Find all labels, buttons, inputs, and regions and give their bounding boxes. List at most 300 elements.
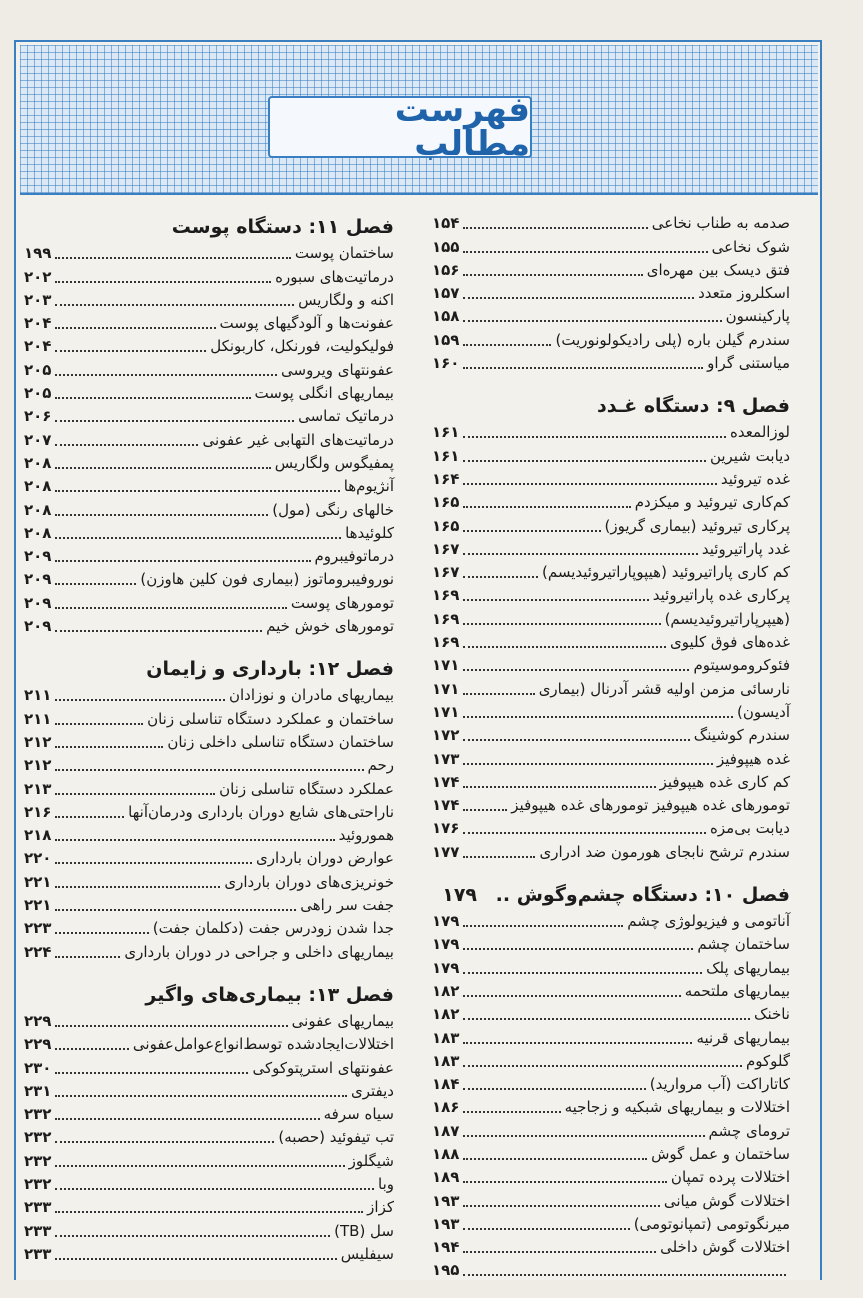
toc-entry <box>24 522 394 545</box>
toc-entry-title: میاستنی گراو <box>707 354 790 373</box>
dot-leader <box>463 320 721 322</box>
toc-entry-title: تومورهای خوش خیم <box>266 617 394 636</box>
toc-entry-title: دیابت بی‌مزه <box>710 819 790 838</box>
toc-entry-page: ۱۶۹ <box>432 633 460 652</box>
toc-entry <box>432 235 790 258</box>
toc-entry-page: ۱۹۴ <box>432 1238 460 1257</box>
toc-entry-page: ۱۵۶ <box>432 260 460 279</box>
dot-leader <box>55 490 339 492</box>
dot-leader <box>55 1188 374 1190</box>
toc-entry-page: ۱۹۳ <box>432 1214 460 1233</box>
toc-entry-page: ۱۶۱ <box>432 423 460 442</box>
toc-entry-page: ۲۱۲ <box>24 732 52 751</box>
toc-section-chapter-9 <box>432 391 790 864</box>
toc-entry <box>432 701 790 724</box>
toc-entry-page: ۱۶۴ <box>432 469 460 488</box>
toc-entry <box>24 754 394 777</box>
toc-entry-title: میرنگوتومی (تمپانوتومی) <box>633 1214 790 1233</box>
toc-entry-title: ترومای چشم <box>708 1121 790 1140</box>
toc-entry-page: ۲۱۶ <box>24 802 52 821</box>
toc-entry-title: ناخنک <box>754 1005 790 1024</box>
toc-entry <box>432 352 790 375</box>
toc-entry-title: تب تیفوئید (حصبه) <box>278 1128 394 1147</box>
toc-entry-page: ۱۵۴ <box>432 214 460 233</box>
chapter-title: فصل ۱۱: دستگاه پوست <box>171 216 394 238</box>
toc-entry-title: کم کاری غده هیپوفیز <box>659 772 790 791</box>
toc-entry-title: ساختمان و عملکرد دستگاه تناسلی زنان <box>147 709 394 728</box>
dot-leader <box>463 739 689 741</box>
toc-entry <box>432 724 790 747</box>
toc-entry <box>24 289 394 312</box>
toc-entry-page: ۱۷۳ <box>432 749 460 768</box>
toc-entry-title: آنژیوم‌ها <box>343 477 394 496</box>
dot-leader <box>463 1251 656 1253</box>
dot-leader <box>463 506 630 508</box>
toc-entry-title: اختلالات‌ایجادشده توسط‌انواع‌عوامل‌عفونی <box>132 1035 394 1054</box>
toc-section-chapter-11 <box>24 212 394 638</box>
toc-entry <box>24 452 394 475</box>
dot-leader <box>55 1048 128 1050</box>
dot-leader <box>463 367 703 369</box>
toc-entry-title: اکنه و ولگاریس <box>298 290 394 309</box>
toc-entry-title: سندرم گیلن باره (پلی رادیکولونوریت) <box>555 330 790 349</box>
toc-section-continued <box>432 212 790 375</box>
dot-leader <box>463 763 713 765</box>
dot-leader <box>463 1042 692 1044</box>
toc-entry-page: ۱۷۱ <box>432 679 460 698</box>
dot-leader <box>463 483 716 485</box>
toc-column-right <box>432 212 790 1298</box>
toc-entry-page: ۲۳۱ <box>24 1081 52 1100</box>
toc-entry-title: سیاه سرفه <box>323 1105 394 1124</box>
dot-leader <box>55 1095 347 1097</box>
dot-leader <box>463 786 655 788</box>
dot-leader <box>55 514 268 516</box>
toc-entry-title: فئوکروموسیتوم <box>693 656 790 675</box>
toc-entry-title: عفونتهای ویروسی <box>281 360 394 379</box>
dot-leader <box>55 560 310 562</box>
toc-entry-page: ۲۲۴ <box>24 942 52 961</box>
toc-entry-title: لوزالمعده <box>730 423 790 442</box>
toc-entry <box>24 777 394 800</box>
toc-entry <box>432 817 790 840</box>
toc-entry-page: ۲۰۴ <box>24 314 52 333</box>
toc-entry <box>24 312 394 335</box>
toc-entry-title: کزاز <box>367 1198 394 1217</box>
dot-leader <box>55 769 363 771</box>
toc-entry <box>432 421 790 444</box>
toc-entry-title: جدا شدن زودرس جفت (دکلمان جفت) <box>152 919 394 938</box>
toc-entry-page: ۱۹۹ <box>24 244 52 263</box>
toc-entry <box>24 335 394 358</box>
toc-entry <box>432 1166 790 1189</box>
toc-entry-title: اختلالات گوش میانی <box>663 1191 790 1210</box>
toc-entry-page: ۲۰۹ <box>24 617 52 636</box>
toc-entry-title: درماتوفیبروم <box>314 547 394 566</box>
dot-leader <box>463 530 600 532</box>
toc-section-chapter-10 <box>432 880 790 1283</box>
toc-entry-page: ۲۲۱ <box>24 872 52 891</box>
chapter-title-text: فصل ۱۰: دستگاه چشم‌وگوش <box>516 883 790 906</box>
chapter-title-page: ۱۷۹ <box>442 883 478 906</box>
toc-entry-page: ۲۰۴ <box>24 337 52 356</box>
dot-leader <box>55 1165 344 1167</box>
dot-leader <box>55 281 271 283</box>
toc-entry-page: ۱۵۸ <box>432 307 460 326</box>
toc-entry <box>432 771 790 794</box>
toc-entry-page: ۱۶۷ <box>432 563 460 582</box>
toc-entry-page: ۲۱۳ <box>24 779 52 798</box>
toc-entry-title: فولیکولیت، فورنکل، کاربونکل <box>210 337 394 356</box>
toc-entry-page: ۱۷۹ <box>432 912 460 931</box>
toc-entry <box>24 428 394 451</box>
toc-entry-title: پمفیگوس ولگاریس <box>274 453 394 472</box>
toc-entry-title: بیماریهای قرنیه <box>696 1028 790 1047</box>
chapter-title: فصل ۹: دستگاه غـدد <box>597 395 790 418</box>
toc-entry-title: گلوکوم <box>745 1051 790 1070</box>
toc-entry-title: دیابت شیرین <box>709 446 790 465</box>
toc-entry <box>432 328 790 351</box>
toc-entry <box>24 1196 394 1219</box>
toc-entry <box>24 498 394 521</box>
dot-leader <box>463 1135 704 1137</box>
toc-entry <box>432 584 790 607</box>
dot-leader <box>55 1258 336 1260</box>
toc-entry-title: آدیسون) <box>736 702 790 721</box>
toc-entry-page: ۱۸۷ <box>432 1121 460 1140</box>
toc-entry-page: ۲۰۸ <box>24 523 52 542</box>
dot-leader <box>55 932 148 934</box>
dot-leader <box>55 583 136 585</box>
dot-leader <box>55 607 286 609</box>
toc-entry <box>24 1010 394 1033</box>
toc-entry-page: ۲۰۷ <box>24 430 52 449</box>
toc-entry <box>432 444 790 467</box>
toc-entry-title: خونریزی‌های دوران بارداری <box>224 872 394 891</box>
toc-entry-title: نارسائی مزمن اولیه قشر آدرنال (بیماری <box>538 679 790 698</box>
toc-entry <box>24 870 394 893</box>
toc-entry <box>432 1119 790 1142</box>
dot-leader <box>55 793 215 795</box>
toc-entry-title: کم‌کاری تیروئید و میکزدم <box>634 493 790 512</box>
toc-entry <box>432 654 790 677</box>
toc-entry-page: ۲۰۶ <box>24 407 52 426</box>
toc-entry-page: ۲۲۹ <box>24 1035 52 1054</box>
toc-entry <box>24 707 394 730</box>
toc-entry <box>24 265 394 288</box>
toc-entry-page: ۲۰۵ <box>24 360 52 379</box>
dot-leader <box>55 327 215 329</box>
toc-entry-page: ۲۱۱ <box>24 709 52 728</box>
toc-entry-page: ۱۷۱ <box>432 656 460 675</box>
toc-entry-page: ۲۰۸ <box>24 477 52 496</box>
toc-entry <box>432 933 790 956</box>
toc-entry-title: کلوئیدها <box>345 523 394 542</box>
toc-entry-title: کاتاراکت (آب مروارید) <box>649 1075 790 1094</box>
toc-entry-title: ساختمان پوست <box>294 244 394 263</box>
dot-leader <box>55 1235 330 1237</box>
toc-entry <box>24 568 394 591</box>
dot-leader <box>463 1088 645 1090</box>
dot-leader <box>463 1205 659 1207</box>
toc-entry <box>432 514 790 537</box>
toc-entry-page: ۱۸۶ <box>432 1098 460 1117</box>
toc-entry-page: ۲۰۹ <box>24 570 52 589</box>
dot-leader <box>55 420 294 422</box>
toc-entry-title: جفت سر راهی <box>300 896 394 915</box>
toc-entry-page: ۱۶۵ <box>432 516 460 535</box>
toc-entry <box>432 794 790 817</box>
dot-leader <box>55 723 143 725</box>
toc-entry-title: دیفتری <box>351 1081 394 1100</box>
toc-entry <box>432 1143 790 1166</box>
toc-entry-title: غده هیپوفیز <box>716 749 790 768</box>
dot-leader <box>463 856 535 858</box>
dot-leader <box>463 1274 786 1276</box>
dot-leader <box>463 576 538 578</box>
toc-entry-page: ۱۸۲ <box>432 981 460 1000</box>
toc-entry <box>24 1219 394 1242</box>
toc-entry <box>24 475 394 498</box>
dot-leader <box>463 436 726 438</box>
toc-entry-page: ۱۸۲ <box>432 1005 460 1024</box>
toc-entry-page: ۲۰۹ <box>24 593 52 612</box>
dot-leader <box>463 623 660 625</box>
toc-entry-title: بیماریهای پلک <box>706 958 790 977</box>
toc-entry <box>432 677 790 700</box>
toc-section-chapter-12 <box>24 654 394 964</box>
toc-entry <box>432 1189 790 1212</box>
toc-entry-page: ۲۰۸ <box>24 453 52 472</box>
toc-entry-title: ساختمان دستگاه تناسلی داخلی زنان <box>167 732 394 751</box>
toc-entry <box>24 1149 394 1172</box>
toc-entry-title: عملکرد دستگاه تناسلی زنان <box>219 779 394 798</box>
toc-entry <box>432 840 790 863</box>
toc-entry-page: ۱۷۱ <box>432 702 460 721</box>
toc-entry-page: ۱۸۳ <box>432 1028 460 1047</box>
toc-entry-title: بیماریهای انگلی پوست <box>254 384 394 403</box>
dot-leader <box>55 699 224 701</box>
toc-entry-page: ۲۱۱ <box>24 686 52 705</box>
toc-entry <box>24 405 394 428</box>
dot-leader <box>463 1228 629 1230</box>
toc-entry-title: پرکاری غده پاراتیروئید <box>652 586 790 605</box>
toc-entry-title: سندرم ترشح نابجای هورمون ضد ادراری <box>539 842 790 861</box>
toc-entry-page: ۱۶۵ <box>432 493 460 512</box>
toc-entry <box>432 259 790 282</box>
toc-entry <box>24 731 394 754</box>
toc-entry-page: ۱۷۴ <box>432 772 460 791</box>
toc-entry-title: صدمه به طناب نخاعی <box>651 214 790 233</box>
toc-entry <box>432 491 790 514</box>
dot-leader <box>463 972 702 974</box>
chapter-title: فصل ۱۲: بارداری و زایمان <box>146 658 394 681</box>
toc-entry-page: ۱۷۶ <box>432 819 460 838</box>
toc-entry-page: ۱۶۱ <box>432 446 460 465</box>
toc-entry-title: وبا <box>378 1174 394 1193</box>
dot-leader <box>463 925 623 927</box>
dot-leader <box>55 1141 274 1143</box>
toc-entry-page: ۱۶۹ <box>432 609 460 628</box>
toc-entry-page: ۲۲۱ <box>24 896 52 915</box>
dot-leader <box>55 467 270 469</box>
dot-leader <box>463 599 648 601</box>
toc-entry <box>432 561 790 584</box>
toc-entry <box>432 1236 790 1259</box>
toc-entry-title: عفونتهای استرپتوکوکی <box>252 1058 394 1077</box>
toc-entry-title: درماتیک تماسی <box>298 407 394 426</box>
toc-entry <box>432 1003 790 1026</box>
toc-entry-title: آناتومی و فیزیولوژی چشم <box>627 912 790 931</box>
toc-entry <box>24 684 394 707</box>
dot-leader <box>55 397 250 399</box>
toc-entry-page: ۱۷۴ <box>432 796 460 815</box>
toc-entry-title: اختلالات گوش داخلی <box>660 1238 790 1257</box>
toc-entry-page: ۲۰۳ <box>24 290 52 309</box>
dot-leader <box>463 1065 741 1067</box>
chapter-title: فصل ۱۳: بیماری‌های واگیر <box>145 983 394 1006</box>
toc-entry <box>432 910 790 933</box>
toc-entry-page: ۱۷۹ <box>432 958 460 977</box>
dot-leader <box>463 693 534 695</box>
toc-entry <box>24 1103 394 1126</box>
toc-entry <box>432 212 790 235</box>
toc-entry-page: ۱۶۰ <box>432 354 460 373</box>
toc-entry-page: ۲۳۲ <box>24 1128 52 1147</box>
toc-entry-page: ۲۰۵ <box>24 384 52 403</box>
toc-entry-page: ۱۷۲ <box>432 726 460 745</box>
toc-entry <box>432 631 790 654</box>
toc-entry-title: غده‌های فوق کلیوی <box>669 633 790 652</box>
toc-entry-page: ۱۷۹ <box>432 935 460 954</box>
toc-entry <box>432 1050 790 1073</box>
toc-entry <box>432 1213 790 1236</box>
dot-leader <box>463 1181 666 1183</box>
chapter-title: فصل ۱۰: دستگاه چشم‌وگوش .. ۱۷۹ <box>442 883 790 906</box>
toc-entry-page: ۱۵۹ <box>432 330 460 349</box>
toc-entry <box>432 538 790 561</box>
dot-leader <box>463 995 680 997</box>
toc-entry <box>24 824 394 847</box>
dot-leader <box>463 344 551 346</box>
dot-leader <box>55 1118 319 1120</box>
toc-entry <box>24 1056 394 1079</box>
toc-entry <box>432 956 790 979</box>
toc-entry-page: ۱۶۹ <box>432 586 460 605</box>
toc-entry <box>432 747 790 770</box>
toc-entry <box>24 1033 394 1056</box>
toc-entry <box>432 1259 790 1282</box>
dot-leader <box>463 297 694 299</box>
toc-entry <box>24 917 394 940</box>
dot-leader <box>463 227 647 229</box>
toc-entry-title: رحم <box>367 756 394 775</box>
toc-entry <box>432 282 790 305</box>
dot-leader <box>55 630 262 632</box>
toc-entry-title: فتق دیسک بین مهره‌ای <box>646 260 790 279</box>
dot-leader <box>463 460 705 462</box>
dot-leader <box>463 1111 560 1113</box>
toc-entry-page: ۱۸۴ <box>432 1075 460 1094</box>
toc-entry-title: ساختمان و عمل گوش <box>651 1144 790 1163</box>
toc-entry-title: تومورهای غده هیپوفیز تومورهای غده هیپوفیز <box>511 796 790 815</box>
toc-entry-page: ۱۸۳ <box>432 1051 460 1070</box>
toc-entry-title: خالهای رنگی (مول) <box>272 500 394 519</box>
toc-entry-title: غده تیروئید <box>720 469 790 488</box>
toc-entry-title: شیگلوز <box>348 1151 394 1170</box>
toc-entry-page: ۱۶۷ <box>432 539 460 558</box>
dot-leader <box>55 1072 248 1074</box>
toc-entry <box>24 1173 394 1196</box>
dot-leader <box>55 956 120 958</box>
toc-entry-page: ۲۳۲ <box>24 1151 52 1170</box>
toc-entry-title: بیماریهای عفونی <box>291 1011 394 1030</box>
toc-entry-page: ۲۰۲ <box>24 267 52 286</box>
toc-entry <box>24 591 394 614</box>
dot-leader <box>463 948 693 950</box>
toc-entry <box>24 1080 394 1103</box>
toc-entry-page: ۱۸۹ <box>432 1168 460 1187</box>
toc-entry <box>24 242 394 265</box>
toc-entry-title: سندرم کوشینگ <box>693 726 790 745</box>
dot-leader <box>463 1158 647 1160</box>
dot-leader <box>55 257 290 259</box>
dot-leader <box>55 350 206 352</box>
dot-leader <box>463 716 733 718</box>
toc-entry-page: ۲۲۳ <box>24 919 52 938</box>
toc-entry-title: بیماریهای مادران و نوزادان <box>228 686 394 705</box>
dot-leader <box>55 1211 363 1213</box>
toc-entry-title: تومورهای پوست <box>290 593 394 612</box>
toc-column-left <box>24 212 394 1282</box>
toc-entry <box>24 358 394 381</box>
toc-entry <box>24 1243 394 1266</box>
toc-entry-title: بیماریهای داخلی و جراحی در دوران بارداری <box>124 942 394 961</box>
toc-entry <box>24 801 394 824</box>
toc-entry-page: ۲۳۳ <box>24 1244 52 1263</box>
toc-entry-title: (هیپرپاراتیروئیدیسم) <box>664 609 790 628</box>
toc-entry-title: عوارض دوران بارداری <box>256 849 394 868</box>
toc-entry <box>24 382 394 405</box>
dot-leader <box>55 746 163 748</box>
dot-leader <box>55 444 198 446</box>
toc-entry <box>432 1026 790 1049</box>
toc-entry-title: غدد پاراتیروئید <box>701 539 790 558</box>
dot-leader <box>55 1025 287 1027</box>
toc-entry-title: ناراحتی‌های شایع دوران بارداری ودرمان‌آنها <box>128 802 394 821</box>
toc-entry-page: ۱۸۸ <box>432 1144 460 1163</box>
toc-entry-title: سل (TB) <box>334 1221 394 1240</box>
dot-leader <box>463 669 689 671</box>
toc-entry-title: نوروفیبروماتوز (بیماری فون کلین هاوزن) <box>140 570 394 589</box>
dot-leader <box>463 1018 750 1020</box>
toc-entry-title: شوک نخاعی <box>711 237 790 256</box>
dot-leader <box>55 304 294 306</box>
toc-entry <box>432 1073 790 1096</box>
dot-leader <box>463 274 642 276</box>
dot-leader <box>55 839 334 841</box>
toc-entry-page: ۱۷۷ <box>432 842 460 861</box>
toc-entry-page: ۱۵۵ <box>432 237 460 256</box>
dot-leader <box>463 251 707 253</box>
dot-leader <box>55 537 341 539</box>
toc-entry-title: پرکاری تیروئید (بیماری گریوز) <box>604 516 790 535</box>
toc-entry <box>24 1126 394 1149</box>
toc-entry-title: هموروئید <box>338 826 394 845</box>
page-title: فهرست مطالب <box>394 90 530 164</box>
toc-entry-title: اسکلروز متعدد <box>698 284 790 303</box>
toc-entry-title: اختلالات پرده تمپان <box>670 1168 790 1187</box>
